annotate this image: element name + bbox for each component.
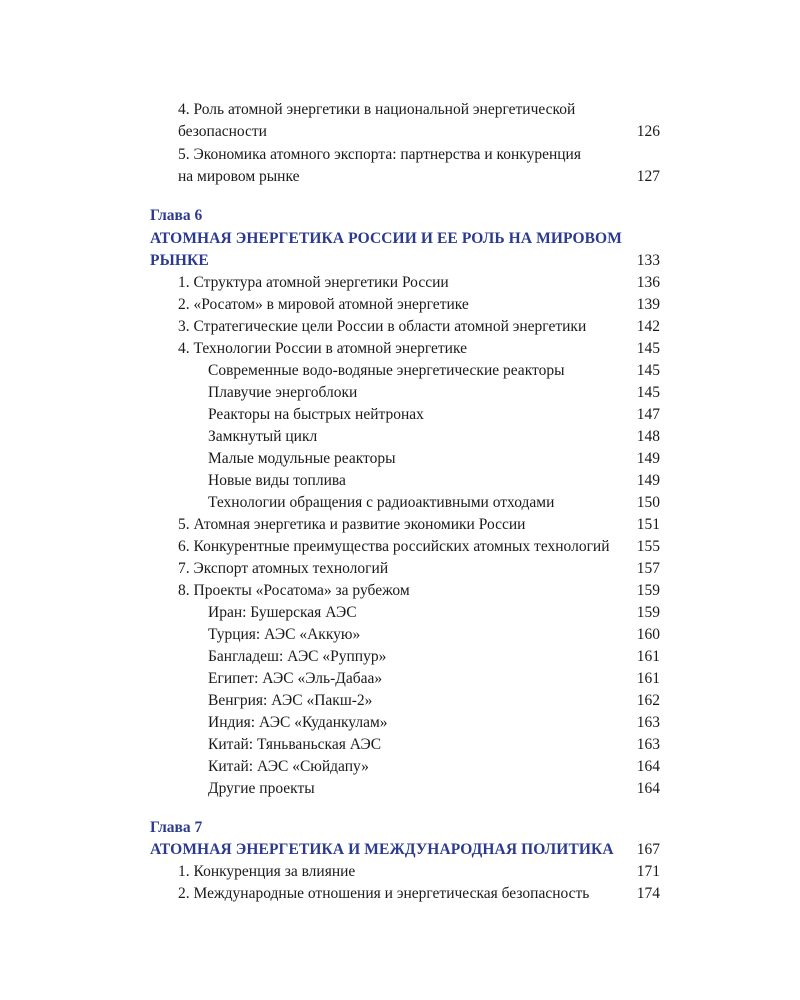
- toc-page-number: 155: [636, 538, 660, 555]
- toc-entry-text: 2. «Росатом» в мировой атомной энергетике: [178, 296, 469, 313]
- toc-subentry: [0, 756, 800, 778]
- toc-entry: [0, 144, 800, 166]
- toc-subentry: [0, 668, 800, 690]
- toc-entry: [0, 580, 800, 602]
- toc-entry-text: 1. Структура атомной энергетики России: [178, 274, 449, 291]
- toc-entry-text: Венгрия: АЭС «Пакш-2»: [208, 692, 373, 709]
- toc-subentry: [0, 404, 800, 426]
- toc-page-number: 171: [636, 863, 660, 880]
- toc-subentry: [0, 426, 800, 448]
- toc-entry: [0, 121, 800, 143]
- toc-page-number: 163: [636, 714, 660, 731]
- chapter-6-title-cont: [0, 250, 800, 272]
- toc-entry: [0, 536, 800, 558]
- toc-entry-text: Замкнутый цикл: [208, 428, 318, 445]
- toc-page-number: 145: [636, 362, 660, 379]
- chapter-label: Глава 7: [150, 819, 203, 836]
- toc-subentry: [0, 778, 800, 800]
- toc-page-number: 136: [636, 274, 660, 291]
- toc-entry: [0, 338, 800, 360]
- toc-entry-text: Современные водо-водяные энергетические реакторы: [208, 362, 565, 379]
- chapter-title-line1: АТОМНАЯ ЭНЕРГЕТИКА РОССИИ И ЕЕ РОЛЬ НА МИРОВОМ: [150, 230, 622, 247]
- toc-entry-text: Малые модульные реакторы: [208, 450, 396, 467]
- toc-entry-text: Новые виды топлива: [208, 472, 346, 489]
- chapter-title-line2: РЫНКЕ: [150, 252, 209, 269]
- toc-entry-text: 4. Технологии России в атомной энергетике: [178, 340, 467, 357]
- toc-subentry: [0, 360, 800, 382]
- toc-entry-text: Бангладеш: АЭС «Руппур»: [208, 648, 387, 665]
- toc-entry: [0, 294, 800, 316]
- toc-entry-text: Плавучие энергоблоки: [208, 384, 358, 401]
- toc-page-number: 142: [636, 318, 660, 335]
- toc-page-number: 164: [636, 780, 660, 797]
- toc-entry: [0, 861, 800, 883]
- toc-page-number: 174: [636, 885, 660, 902]
- toc-page-number: 139: [636, 296, 660, 313]
- toc-entry-text: 4. Роль атомной энергетики в национальной энергетической: [178, 101, 576, 118]
- toc-entry: [0, 558, 800, 580]
- chapter-7-title: [0, 839, 800, 861]
- toc-page-number: 160: [636, 626, 660, 643]
- toc-subentry: [0, 734, 800, 756]
- toc-page-number: 151: [636, 516, 660, 533]
- toc-page-number: 164: [636, 758, 660, 775]
- toc-entry-text: Другие проекты: [208, 780, 315, 797]
- toc-entry-text: 1. Конкуренция за влияние: [178, 863, 356, 880]
- toc-entry-text: Реакторы на быстрых нейтронах: [208, 406, 424, 423]
- toc-page-number: 127: [636, 168, 660, 185]
- toc-subentry: [0, 448, 800, 470]
- toc-page-number: 148: [636, 428, 660, 445]
- toc-subentry: [0, 470, 800, 492]
- toc-entry-text: Китай: Тяньваньская АЭС: [208, 736, 382, 753]
- toc-subentry: [0, 382, 800, 404]
- toc-subentry: [0, 602, 800, 624]
- toc-entry-text: 6. Конкурентные преимущества российских атомных технологий: [178, 538, 610, 555]
- toc-entry-text: 5. Экономика атомного экспорта: партнерства и конкуренция: [178, 146, 581, 163]
- toc-entry: [0, 166, 800, 188]
- chapter-label: Глава 6: [150, 207, 203, 224]
- toc-entry: [0, 99, 800, 121]
- chapter-title: АТОМНАЯ ЭНЕРГЕТИКА И МЕЖДУНАРОДНАЯ ПОЛИТИКА: [150, 841, 614, 858]
- toc-entry: [0, 883, 800, 905]
- toc-entry: [0, 316, 800, 338]
- toc-entry-text: 7. Экспорт атомных технологий: [178, 560, 389, 577]
- toc-page-number: 159: [636, 604, 660, 621]
- toc-subentry: [0, 624, 800, 646]
- toc-entry-text: 3. Стратегические цели России в области атомной энергетики: [178, 318, 587, 335]
- chapter-6-label: [0, 205, 800, 227]
- toc-entry-text: 2. Международные отношения и энергетическая безопасность: [178, 885, 590, 902]
- toc-entry-text: Турция: АЭС «Аккую»: [208, 626, 361, 643]
- toc-page-number: 145: [636, 384, 660, 401]
- toc-page-number: 149: [636, 472, 660, 489]
- toc-page-number: 162: [636, 692, 660, 709]
- toc-subentry: [0, 646, 800, 668]
- toc-page-number: 167: [636, 841, 660, 858]
- toc-page-number: 145: [636, 340, 660, 357]
- toc-entry-text: 5. Атомная энергетика и развитие экономики России: [178, 516, 526, 533]
- toc-subentry: [0, 492, 800, 514]
- toc-entry-text: на мировом рынке: [178, 168, 300, 185]
- toc-page-number: 161: [636, 648, 660, 665]
- toc-entry-text: Иран: Бушерская АЭС: [208, 604, 357, 621]
- toc-page-number: 157: [636, 560, 660, 577]
- toc-entry-text: 8. Проекты «Росатома» за рубежом: [178, 582, 410, 599]
- toc-page-number: 133: [636, 252, 660, 269]
- toc-page-number: 163: [636, 736, 660, 753]
- chapter-7-label: [0, 817, 800, 839]
- toc-subentry: [0, 712, 800, 734]
- toc-page-number: 126: [636, 123, 660, 140]
- toc-page-number: 150: [636, 494, 660, 511]
- toc-entry-text: Технологии обращения с радиоактивными отходами: [208, 494, 555, 511]
- toc-entry-text: безопасности: [178, 123, 267, 140]
- chapter-6-title: [0, 228, 800, 250]
- toc-entry-text: Индия: АЭС «Куданкулам»: [208, 714, 388, 731]
- toc-entry: [0, 514, 800, 536]
- toc-page-number: 159: [636, 582, 660, 599]
- toc-page-number: 147: [636, 406, 660, 423]
- toc-subentry: [0, 690, 800, 712]
- toc-entry-text: Китай: АЭС «Сюйдапу»: [208, 758, 369, 775]
- toc-page-number: 161: [636, 670, 660, 687]
- toc-entry: [0, 272, 800, 294]
- toc-entry-text: Египет: АЭС «Эль-Дабаа»: [208, 670, 383, 687]
- toc-page-number: 149: [636, 450, 660, 467]
